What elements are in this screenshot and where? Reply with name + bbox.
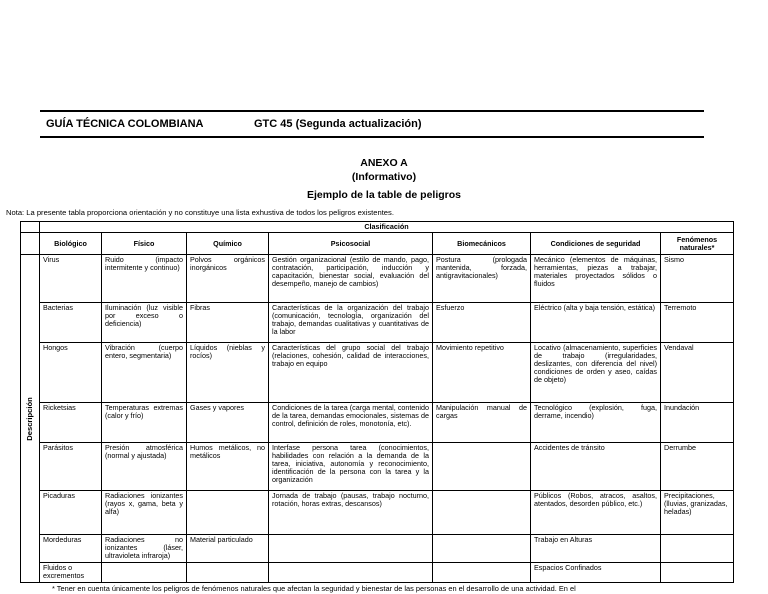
corner-cell — [21, 233, 40, 255]
table-cell: Picaduras — [40, 491, 102, 535]
table-body — [21, 255, 734, 583]
column-header: Fenómenos naturales* — [661, 233, 734, 255]
table-title: Ejemplo de la table de peligros — [306, 189, 462, 201]
column-header: Condiciones de seguridad — [531, 233, 661, 255]
table-cell — [187, 491, 269, 535]
table-cell: Mordeduras — [40, 535, 102, 563]
description-label: Descripción — [24, 396, 34, 441]
table-cell: Terremoto — [661, 303, 734, 343]
table-cell — [433, 535, 531, 563]
table-cell: Derrumbe — [661, 443, 734, 491]
table-cell: Condiciones de la tarea (carga mental, contenido de la tarea, demandas emocionales, sistemas de control, definición de roles, monotonía, etc). — [269, 403, 433, 443]
table-cell: Eléctrico (alta y baja tensión, estática) — [531, 303, 661, 343]
table-cell: Movimiento repetitivo — [433, 343, 531, 403]
table-cell — [661, 535, 734, 563]
table-cell: Hongos — [40, 343, 102, 403]
table-cell — [102, 563, 187, 583]
table-cell: Fluidos o excrementos — [40, 563, 102, 583]
table-cell: Inundación — [661, 403, 734, 443]
table-cell: Gestión organizacional (estilo de mando, pago, contratación, participación, inducción y capacitación, bienestar social, evaluación del desempeño, manejo de cambios) — [269, 255, 433, 303]
table-cell — [187, 563, 269, 583]
table-cell: Radiaciones ionizantes (rayos x, gama, beta y alfa) — [102, 491, 187, 535]
table-cell: Postura (prologada mantenida, forzada, antigravitacionales) — [433, 255, 531, 303]
table-cell: Locativo (almacenamiento, superficies de trabajo (irregularidades, deslizantes, con diferencia del nivel) condiciones de orden y aseo, caídas de objeto) — [531, 343, 661, 403]
table-row — [21, 403, 734, 443]
table-cell: Parásitos — [40, 443, 102, 491]
column-header: Biológico — [40, 233, 102, 255]
table-row — [21, 491, 734, 535]
table-cell: Temperaturas extremas (calor y frío) — [102, 403, 187, 443]
classification-header: Clasificación — [40, 222, 734, 233]
table-row — [21, 303, 734, 343]
table-cell: Jornada de trabajo (pausas, trabajo nocturno, rotación, horas extras, descansos) — [269, 491, 433, 535]
table-cell: Trabajo en Alturas — [531, 535, 661, 563]
table-cell: Mecánico (elementos de máquinas, herramientas, piezas a trabajar, materiales proyectados sólidos o fluidos — [531, 255, 661, 303]
table-cell: Públicos (Robos, atracos, asaltos, atentados, desorden público, etc.) — [531, 491, 661, 535]
table-cell: Gases y vapores — [187, 403, 269, 443]
hazard-table — [20, 221, 734, 583]
classification-row — [21, 222, 734, 233]
table-cell: Vibración (cuerpo entero, segmentaria) — [102, 343, 187, 403]
table-cell: Ruido (impacto intermitente y continuo) — [102, 255, 187, 303]
table-cell: Tecnológico (explosión, fuga, derrame, incendio) — [531, 403, 661, 443]
table-row — [21, 535, 734, 563]
table-cell: Interfase persona tarea (conocimientos, habilidades con relación a la demanda de la tarea, iniciativa, autonomía y reconocimiento, identificación de la persona con la tarea y la organización — [269, 443, 433, 491]
header-left-title: GUÍA TÉCNICA COLOMBIANA — [46, 118, 204, 130]
table-cell: Iluminación (luz visible por exceso o deficiencia) — [102, 303, 187, 343]
table-cell: Accidentes de tránsito — [531, 443, 661, 491]
table-cell — [269, 563, 433, 583]
footnote: * Tener en cuenta únicamente los peligros de fenómenos naturales que afectan la seguridad y bienestar de las personas en el desarrollo de una actividad. En el — [52, 584, 576, 593]
column-header: Físico — [102, 233, 187, 255]
table-row — [21, 343, 734, 403]
table-cell: Presión atmosférica (normal y ajustada) — [102, 443, 187, 491]
table-cell: Líquidos (nieblas y rocíos) — [187, 343, 269, 403]
table-cell: Precipitaciones, (lluvias, granizadas, heladas) — [661, 491, 734, 535]
annex-subtitle: (Informativo) — [351, 171, 417, 183]
column-header-row — [21, 233, 734, 255]
table-cell: Bacterias — [40, 303, 102, 343]
table-cell — [269, 535, 433, 563]
table-cell: Vendaval — [661, 343, 734, 403]
table-cell: Manipulación manual de cargas — [433, 403, 531, 443]
table-cell: Humos metálicos, no metálicos — [187, 443, 269, 491]
table-cell: Fibras — [187, 303, 269, 343]
table-cell — [661, 563, 734, 583]
table-cell: Material particulado — [187, 535, 269, 563]
table-cell: Espacios Confinados — [531, 563, 661, 583]
description-label-cell — [21, 255, 40, 583]
table-cell: Esfuerzo — [433, 303, 531, 343]
column-header: Químico — [187, 233, 269, 255]
corner-cell — [21, 222, 40, 233]
column-header: Biomecánicos — [433, 233, 531, 255]
column-header: Psicosocial — [269, 233, 433, 255]
document-header — [40, 110, 704, 138]
table-row — [21, 443, 734, 491]
annex-title: ANEXO A — [360, 157, 408, 169]
table-cell: Características del grupo social del trabajo (relaciones, cohesión, calidad de interacciones, trabajo en equipo — [269, 343, 433, 403]
table-note: Nota: La presente tabla proporciona orientación y no constituye una lista exhustiva de todos los peligros existentes. — [6, 208, 394, 217]
table-row — [21, 563, 734, 583]
table-cell: Virus — [40, 255, 102, 303]
header-right-title: GTC 45 (Segunda actualización) — [254, 118, 422, 130]
table-cell: Polvos orgánicos inorgánicos — [187, 255, 269, 303]
table-cell — [433, 443, 531, 491]
table-cell — [433, 563, 531, 583]
table-cell: Radiaciones no ionizantes (láser, ultravioleta infraroja) — [102, 535, 187, 563]
table-row — [21, 255, 734, 303]
table-cell: Sismo — [661, 255, 734, 303]
table-cell: Ricketsias — [40, 403, 102, 443]
table-cell — [433, 491, 531, 535]
table-cell: Características de la organización del trabajo (comunicación, tecnología, organización del trabajo, demandas cualitativas y cuantitativas de la labor — [269, 303, 433, 343]
